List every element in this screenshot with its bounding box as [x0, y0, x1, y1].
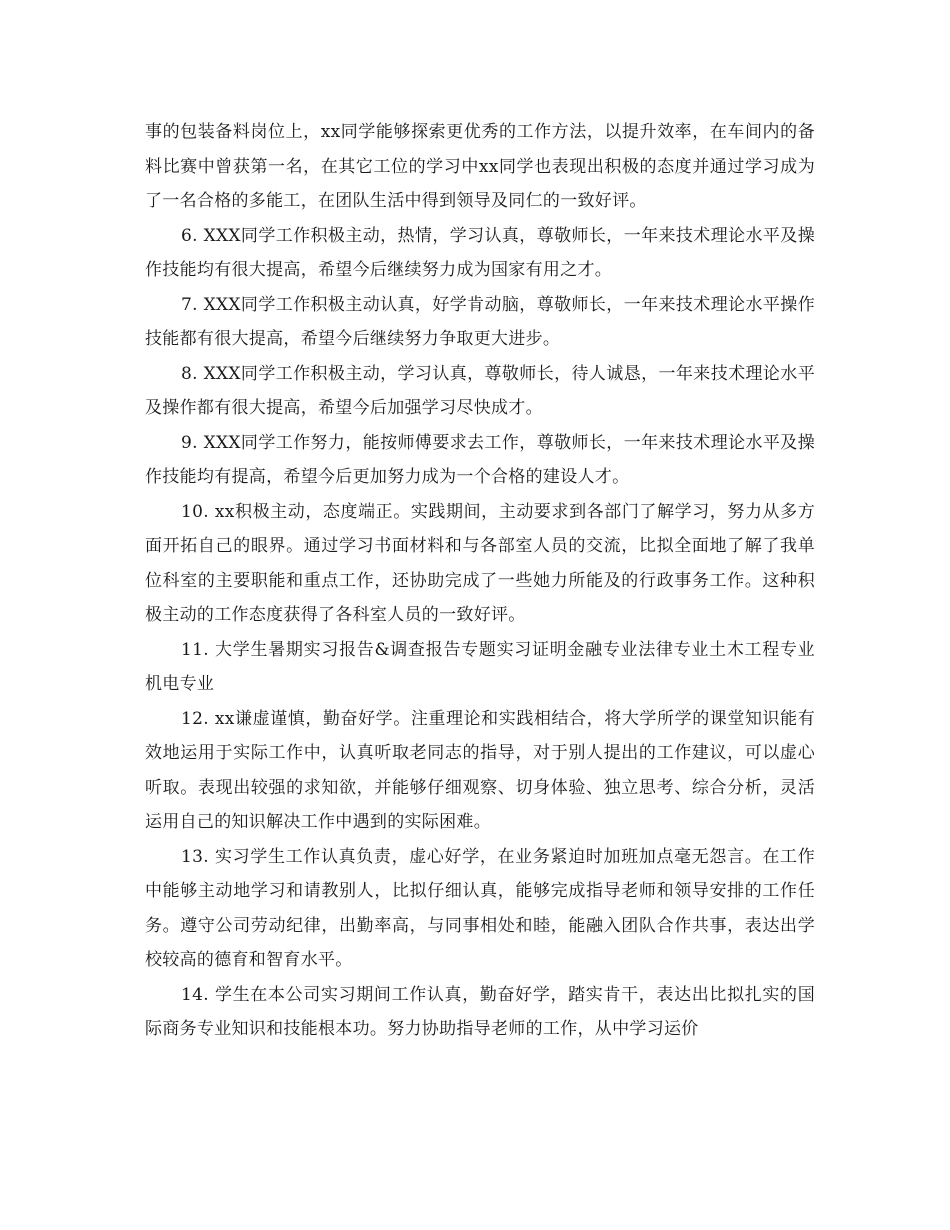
document-body [145, 115, 815, 1047]
paragraph-item-11: 11. 大学生暑期实习报告&调查报告专题实习证明金融专业法律专业土木工程专业机电专业 [145, 639, 815, 694]
paragraph-item-12: 12. xx谦虚谨慎，勤奋好学。注重理论和实践相结合，将大学所学的课堂知识能有效地运用于实际工作中，认真听取老同志的指导，对于别人提出的工作建议，可以虚心听取。表现出较强的求知欲，并能够仔细观察、切身体验、独立思考、综合分析，灵活运用自己的知识解决工作中遇到的实际困难。 [145, 708, 815, 832]
paragraph-item-14: 14. 学生在本公司实习期间工作认真，勤奋好学，踏实肯干，表达出比拟扎实的国际商务专业知识和技能根本功。努力协助指导老师的工作，从中学习运价 [145, 984, 815, 1039]
paragraph-item-7: 7. XXX同学工作积极主动认真，好学肯动脑，尊敬师长，一年来技术理论水平操作技能都有很大提高，希望今后继续努力争取更大进步。 [145, 294, 815, 349]
paragraph-item-8: 8. XXX同学工作积极主动，学习认真，尊敬师长，待人诚恳，一年来技术理论水平及操作都有很大提高，希望今后加强学习尽快成才。 [145, 363, 815, 418]
paragraph-item-13: 13. 实习学生工作认真负责，虚心好学，在业务紧迫时加班加点毫无怨言。在工作中能够主动地学习和请教别人，比拟仔细认真，能够完成指导老师和领导安排的工作任务。遵守公司劳动纪律，出勤率高，与同事相处和睦，能融入团队合作共事，表达出学校较高的德育和智育水平。 [145, 846, 815, 970]
paragraph-continuation: 事的包装备料岗位上，xx同学能够探索更优秀的工作方法，以提升效率，在车间内的备料比赛中曾获第一名，在其它工位的学习中xx同学也表现出积极的态度并通过学习成为了一名合格的多能工，在团队生活中得到领导及同仁的一致好评。 [145, 122, 815, 211]
paragraph-item-10: 10. xx积极主动，态度端正。实践期间，主动要求到各部门了解学习，努力从多方面开拓自己的眼界。通过学习书面材料和与各部室人员的交流，比拟全面地了解了我单位科室的主要职能和重点工作，还协助完成了一些她力所能及的行政事务工作。这种积极主动的工作态度获得了各科室人员的一致好评。 [145, 501, 815, 625]
paragraph-item-6: 6. XXX同学工作积极主动，热情，学习认真，尊敬师长，一年来技术理论水平及操作技能均有很大提高，希望今后继续努力成为国家有用之才。 [145, 225, 815, 280]
paragraph-item-9: 9. XXX同学工作努力，能按师傅要求去工作，尊敬师长，一年来技术理论水平及操作技能均有提高，希望今后更加努力成为一个合格的建设人才。 [145, 432, 815, 487]
